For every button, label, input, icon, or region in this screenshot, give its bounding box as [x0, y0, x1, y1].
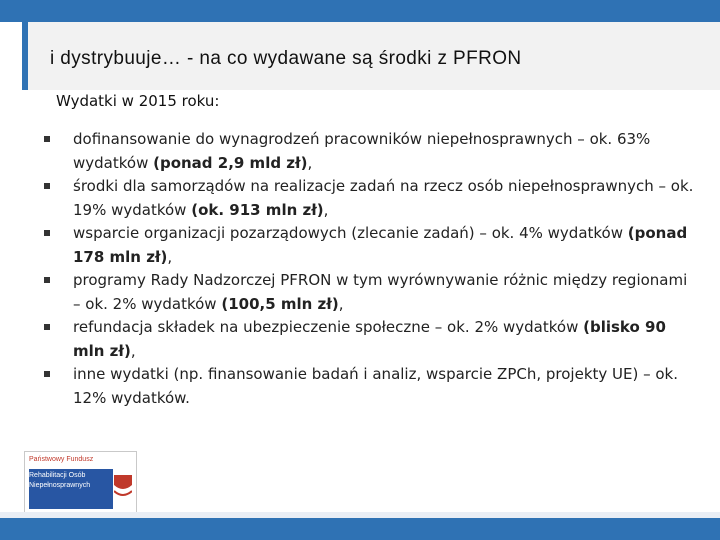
bullet-text: inne wydatki (np. finansowanie badań i analiz, wsparcie ZPCh, projekty UE) – ok. 12% wydatków. [73, 365, 679, 407]
square-bullet-icon [44, 324, 50, 330]
bullet-amount: (100,5 mln zł) [221, 294, 339, 313]
bullet-text: programy Rady Nadzorczej PFRON w tym wyrównywanie różnic między regionami – ok. 2% wydatków [73, 271, 688, 313]
square-bullet-icon [44, 230, 50, 236]
square-bullet-icon [44, 136, 50, 142]
top-decorative-band [0, 0, 720, 22]
expense-bullet-list [44, 128, 694, 410]
slide-title: i dystrybuuje… - na co wydawane są środki z PFRON [50, 48, 522, 69]
bullet-amount: (ponad 178 mln zł) [73, 224, 688, 266]
bullet-text: dofinansowanie do wynagrodzeń pracowników niepełnosprawnych – ok. 63% wydatków [73, 130, 651, 172]
bullet-amount: (blisko 90 mln zł) [73, 318, 666, 360]
bullet-item [44, 222, 694, 269]
logo-emblem-icon [114, 469, 132, 509]
bullet-tail: , [167, 247, 173, 266]
bullet-amount: (ok. 913 mln zł) [191, 200, 324, 219]
bottom-decorative-band [0, 518, 720, 540]
bullet-tail: , [338, 294, 344, 313]
square-bullet-icon [44, 183, 50, 189]
bullet-item [44, 175, 694, 222]
bullet-tail: , [323, 200, 329, 219]
square-bullet-icon [44, 371, 50, 377]
bullet-item [44, 128, 694, 175]
bullet-text: środki dla samorządów na realizacje zadań na rzecz osób niepełnosprawnych – ok. 19% wydatków [73, 177, 694, 219]
logo-text-line2: Rehabilitacji Osób [29, 472, 86, 479]
section-subtitle: Wydatki w 2015 roku: [56, 92, 220, 110]
pfron-logo [24, 451, 137, 514]
logo-text-line3: Niepełnosprawnych [29, 482, 91, 489]
square-bullet-icon [44, 277, 50, 283]
bullet-tail: , [130, 341, 136, 360]
bullet-item [44, 316, 694, 363]
title-panel [22, 22, 720, 90]
bullet-tail: , [307, 153, 313, 172]
bullet-item [44, 363, 694, 410]
bullet-text: wsparcie organizacji pozarządowych (zlecanie zadań) – ok. 4% wydatków [73, 224, 628, 242]
bullet-text: refundacja składek na ubezpieczenie społeczne – ok. 2% wydatków [73, 318, 584, 336]
bullet-amount: (ponad 2,9 mld zł) [153, 153, 308, 172]
title-accent-bar [22, 22, 28, 90]
logo-text-line1: Państwowy Fundusz [29, 456, 94, 463]
bullet-item [44, 269, 694, 316]
